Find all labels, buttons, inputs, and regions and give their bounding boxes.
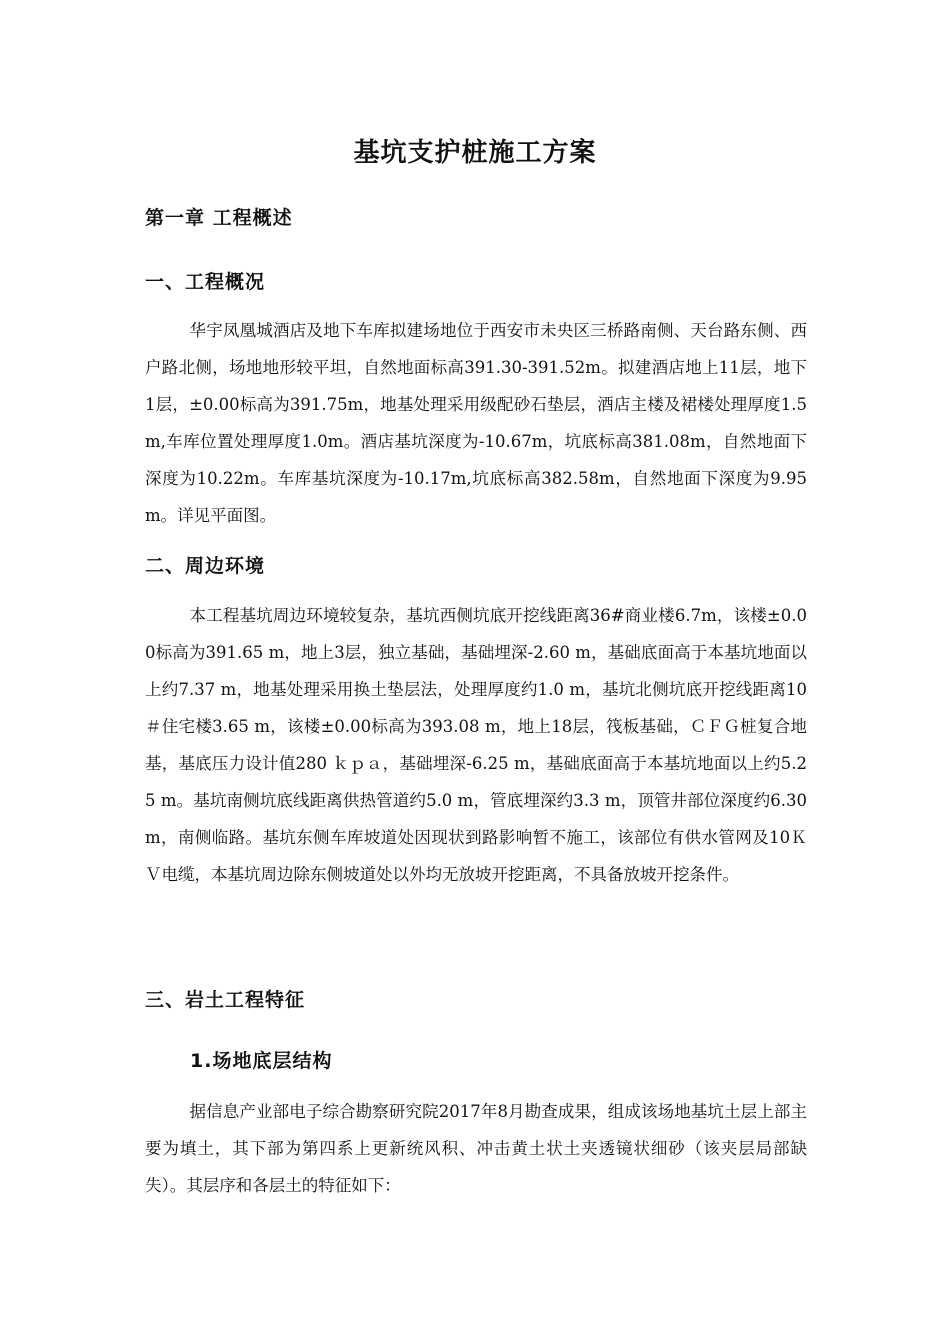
section-heading-surroundings: 二、周边环境 (145, 555, 266, 577)
chapter-heading: 第一章 工程概述 (145, 207, 293, 229)
paragraph-surroundings: 本工程基坑周边环境较复杂，基坑西侧坑底开挖线距离36#商业楼6.7m，该楼±0.00标高为391.65 m，地上3层，独立基础，基础埋深-2.60 m，基础底面高于本基坑地面以上约7.37 m，地基处理采用换土垫层法，处理厚度约1.0 m，基坑北侧坑底开挖线距离10＃住宅楼3.65 m，该楼±0.00标高为393.08 m，地上18层，筏板基础，ＣＦＧ桩复合地基，基底压力设计值280 ｋｐａ，基础埋深-6.25 m，基础底面高于本基坑地面以上约5.25 m。基坑南侧坑底线距离供热管道约5.0 m，管底埋深约3.3 m，顶管井部位深度约6.30 m，南侧临路。基坑东侧车库坡道处因现状到路影响暂不施工，该部位有供水管网及10ＫＶ电缆，本基坑周边除东侧坡道处以外均无放坡开挖距离，不具备放坡开挖条件。 (145, 606, 807, 884)
section-heading-geotechnical: 三、岩土工程特征 (145, 989, 306, 1011)
document-title: 基坑支护桩施工方案 (353, 138, 597, 168)
paragraph-strata: 据信息产业部电子综合勘察研究院2017年8月勘查成果，组成该场地基坑土层上部主要为填土，其下部为第四系上更新统风积、冲击黄土状土夹透镜状细砂（该夹层局部缺失）。其层序和各层土的特征如下： (145, 1102, 807, 1195)
subheading-strata-structure: 1.场地底层结构 (190, 1050, 333, 1072)
paragraph-overview: 华宇凤凰城酒店及地下车库拟建场地位于西安市未央区三桥路南侧、天台路东侧、西户路北侧，场地地形较平坦，自然地面标高391.30-391.52m。拟建酒店地上11层，地下1层，±0.00标高为391.75m，地基处理采用级配砂石垫层，酒店主楼及裙楼处理厚度1.5m,车库位置处理厚度1.0m。酒店基坑深度为-10.67m，坑底标高381.08m，自然地面下深度为10.22m。车库基坑深度为-10.17m,坑底标高382.58m，自然地面下深度为9.95m。详见平面图。 (145, 321, 807, 525)
section-heading-overview: 一、工程概况 (145, 271, 266, 293)
